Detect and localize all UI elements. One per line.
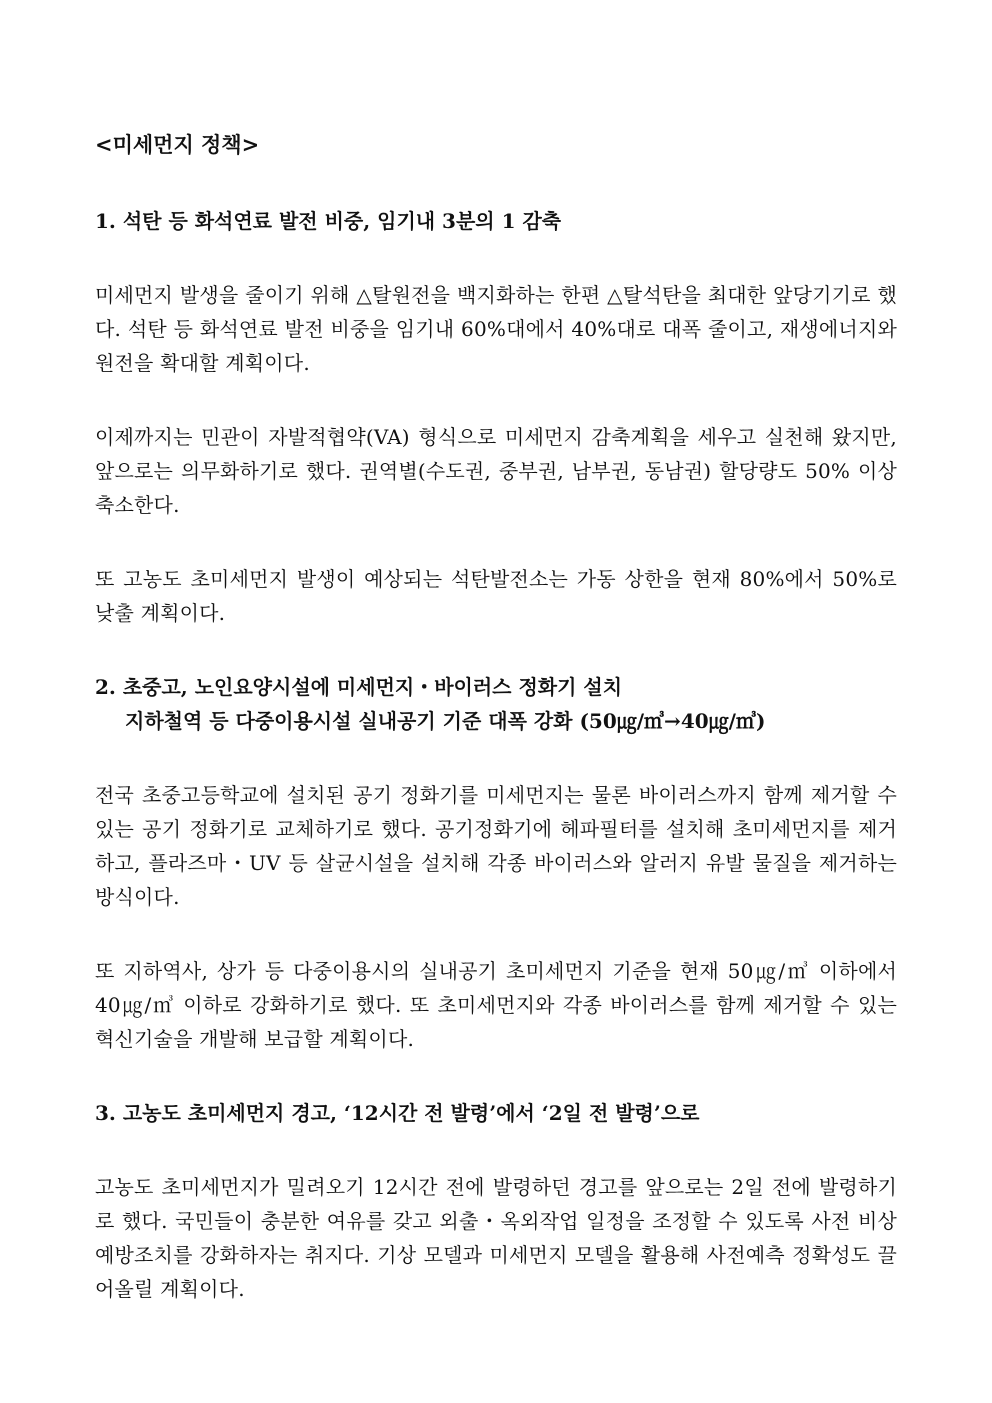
section-1-paragraph-1: 미세먼지 발생을 줄이기 위해 △탈원전을 백지화하는 한편 △탈석탄을 최대한 앞당기기로 했다. 석탄 등 화석연료 발전 비중을 임기내 60%대에서 40%대로 대폭 줄이고, 재생에너지와 원전을 확대할 계획이다. (95, 283, 897, 375)
section-3-heading: 3. 고농도 초미세먼지 경고, ‘12시간 전 발령’에서 ‘2일 전 발령’으로 (95, 1101, 700, 1125)
section-1-paragraph-3: 또 고농도 초미세먼지 발생이 예상되는 석탄발전소는 가동 상한을 현재 80%에서 50%로 낮출 계획이다. (95, 567, 897, 625)
section-2-heading-main: 2. 초중고, 노인요양시설에 미세먼지・바이러스 정화기 설치 (95, 675, 623, 699)
section-1-heading: 1. 석탄 등 화석연료 발전 비중, 임기내 3분의 1 감축 (95, 209, 562, 233)
section-1-paragraph-2: 이제까지는 민관이 자발적협약(VA) 형식으로 미세먼지 감축계획을 세우고 실천해 왔지만, 앞으로는 의무화하기로 했다. 권역별(수도권, 중부권, 남부권, 동남권) 할당량도 50% 이상 축소한다. (95, 425, 897, 517)
section-3-paragraph-1: 고농도 초미세먼지가 밀려오기 12시간 전에 발령하던 경고를 앞으로는 2일 전에 발령하기로 했다. 국민들이 충분한 여유를 갖고 외출・옥외작업 일정을 조정할 수 있도록 사전 비상예방조치를 강화하자는 취지다. 기상 모델과 미세먼지 모델을 활용해 사전예측 정확성도 끌어올릴 계획이다. (95, 1175, 897, 1301)
document-title: <미세먼지 정책> (95, 132, 260, 157)
section-2-heading-sub: 지하철역 등 다중이용시설 실내공기 기준 대폭 강화 (50㎍/㎥→40㎍/㎥) (125, 709, 766, 733)
document-page (95, 128, 897, 1346)
section-2-heading (95, 670, 897, 738)
section-2 (95, 670, 897, 1056)
section-3 (95, 1096, 897, 1306)
section-2-paragraph-1: 전국 초중고등학교에 설치된 공기 정화기를 미세먼지는 물론 바이러스까지 함께 제거할 수 있는 공기 정화기로 교체하기로 했다. 공기정화기에 헤파필터를 설치해 초미세먼지를 제거하고, 플라즈마・UV 등 살균시설을 설치해 각종 바이러스와 알러지 유발 물질을 제거하는 방식이다. (95, 783, 897, 909)
section-1 (95, 204, 897, 630)
section-2-paragraph-2: 또 지하역사, 상가 등 다중이용시의 실내공기 초미세먼지 기준을 현재 50㎍/㎥ 이하에서 40㎍/㎥ 이하로 강화하기로 했다. 또 초미세먼지와 각종 바이러스를 함께 제거할 수 있는 혁신기술을 개발해 보급할 계획이다. (95, 959, 897, 1051)
